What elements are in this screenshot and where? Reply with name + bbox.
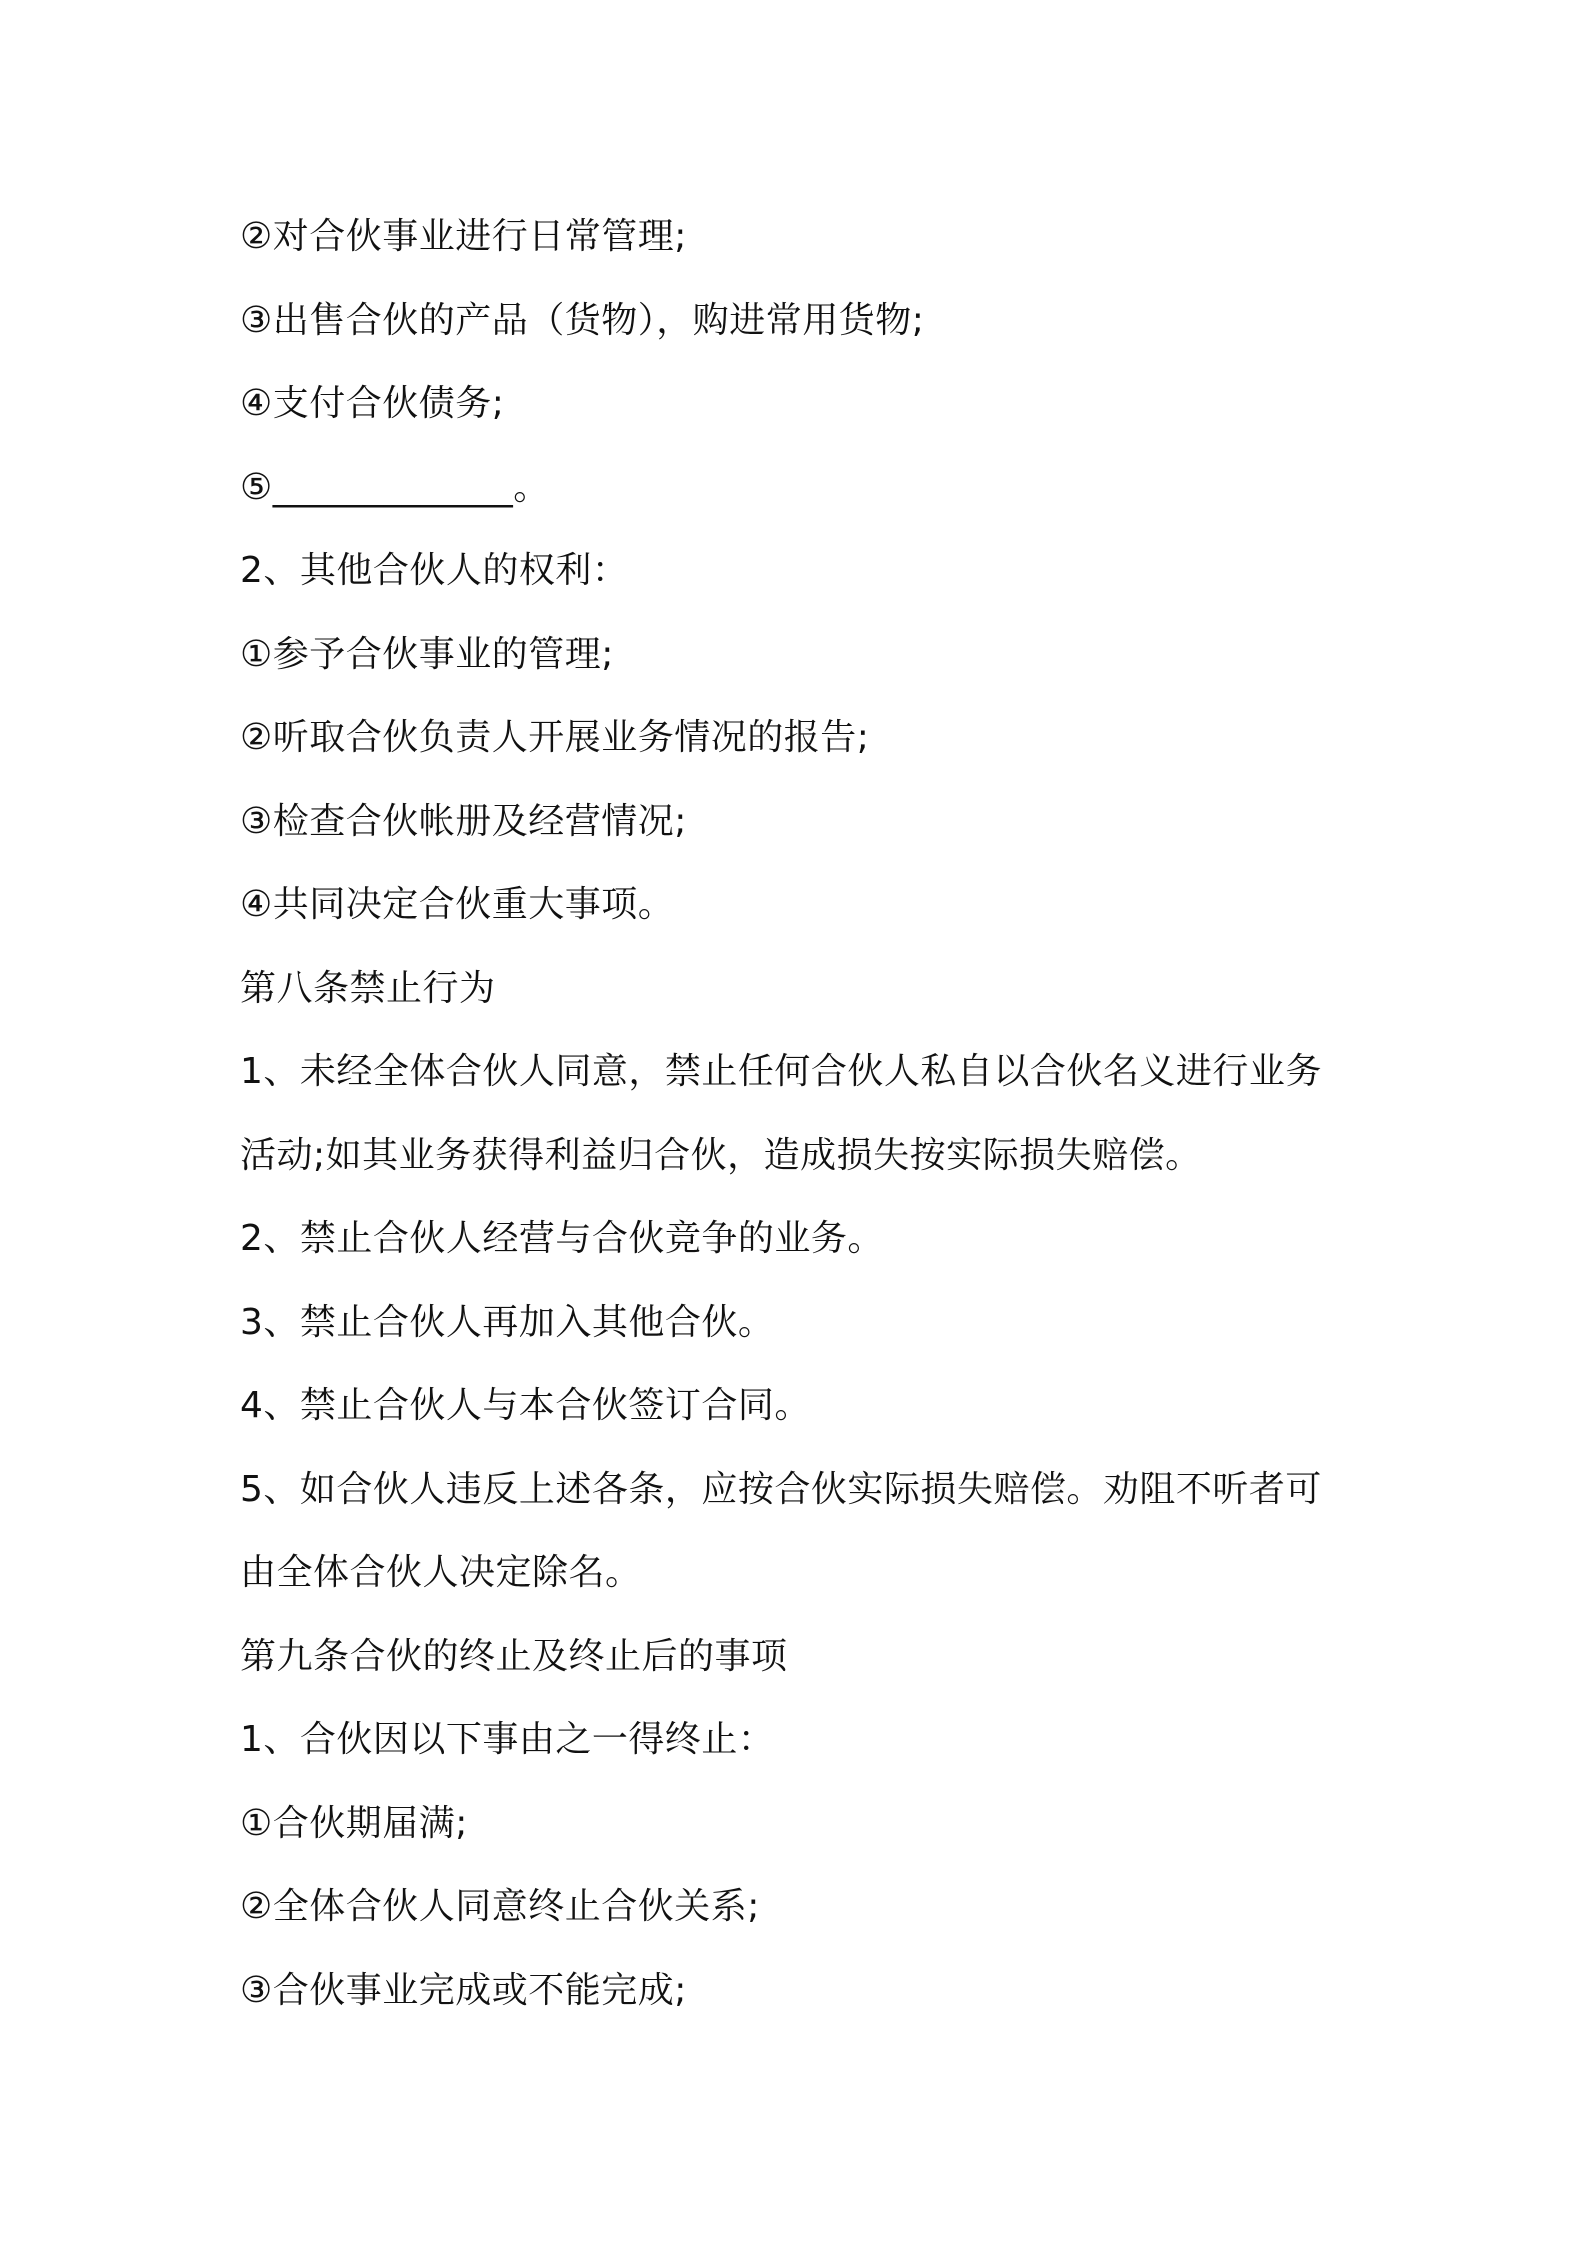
list-item-3-business-completed: ③合伙事业完成或不能完成; — [240, 1969, 687, 2011]
section-other-partners-rights: 2、其他合伙人的权利： — [240, 550, 629, 591]
article-8-clause-1-line-1: 1、未经全体合伙人同意，禁止任何合伙人私自以合伙名义进行业务 — [240, 1051, 1322, 1092]
list-item-4-pay-debts: ④支付合伙债务; — [240, 383, 505, 424]
list-item-2-daily-management: ②对合伙事业进行日常管理; — [240, 216, 687, 257]
list-item-3-sell-products: ③出售合伙的产品（货物），购进常用货物; — [240, 299, 925, 341]
list-item-3-inspect-accounts: ③检查合伙帐册及经营情况; — [240, 800, 687, 842]
list-item-2-all-agree-terminate: ②全体合伙人同意终止合伙关系; — [240, 1886, 760, 1927]
list-item-4-decide-major-matters: ④共同决定合伙重大事项。 — [240, 884, 675, 925]
list-item-5-blank: ⑤_____________。 — [240, 466, 550, 508]
article-8-clause-3: 3、禁止合伙人再加入其他合伙。 — [240, 1301, 775, 1343]
document-body — [240, 195, 1360, 2032]
list-item-1-participate-management: ①参予合伙事业的管理; — [240, 633, 614, 675]
article-8-heading: 第八条禁止行为 — [240, 967, 496, 1009]
article-8-clause-5-line-1: 5、如合伙人违反上述各条，应按合伙实际损失赔偿。劝阻不听者可 — [240, 1468, 1322, 1510]
article-8-clause-2: 2、禁止合伙人经营与合伙竞争的业务。 — [240, 1218, 884, 1259]
article-8-clause-5-line-2: 由全体合伙人决定除名。 — [240, 1552, 642, 1593]
list-item-2-hear-reports: ②听取合伙负责人开展业务情况的报告; — [240, 717, 870, 758]
article-8-clause-1-line-2: 活动;如其业务获得利益归合伙，造成损失按实际损失赔偿。 — [240, 1134, 1202, 1176]
article-8-clause-4: 4、禁止合伙人与本合伙签订合同。 — [240, 1385, 811, 1426]
article-9-heading: 第九条合伙的终止及终止后的事项 — [240, 1635, 788, 1677]
article-9-clause-1: 1、合伙因以下事由之一得终止： — [240, 1719, 775, 1760]
list-item-1-term-expired: ①合伙期届满; — [240, 1802, 468, 1844]
